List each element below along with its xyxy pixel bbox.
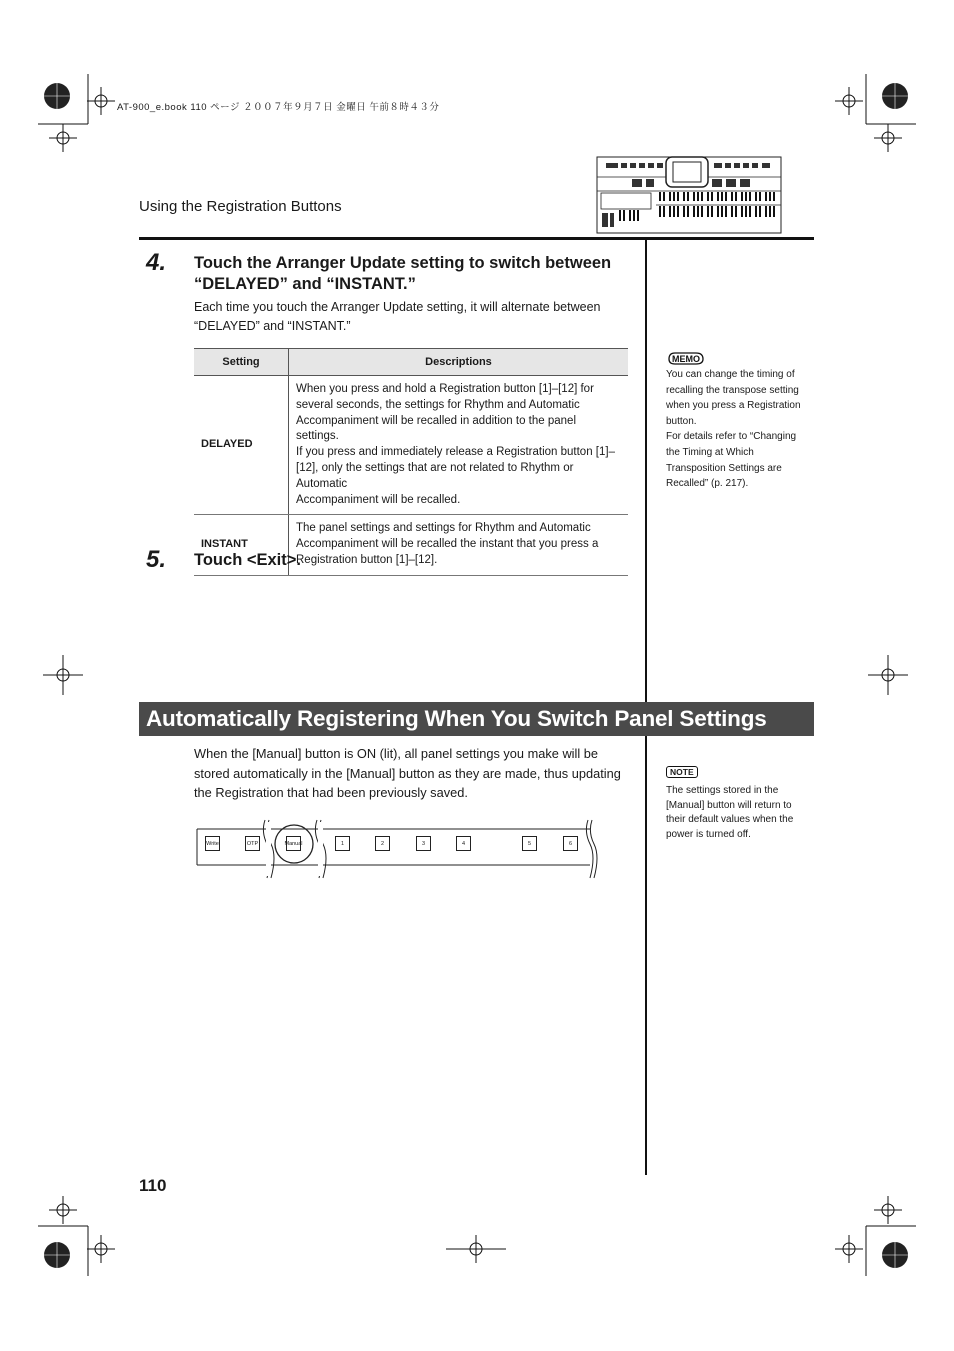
table-cell-setting: INSTANT [194, 515, 289, 575]
note-badge: NOTE [666, 766, 698, 778]
memo-line: the Timing at Which [666, 446, 754, 458]
table-header-setting: Setting [194, 349, 289, 376]
step-title-line: “DELAYED” and “INSTANT.” [194, 275, 416, 293]
registration-button-1[interactable]: 1 [335, 836, 350, 851]
desc-line: If you press and immediately release a Registration button [1]– [296, 446, 615, 459]
memo-line: You can change the timing of [666, 369, 795, 380]
table-row [194, 376, 628, 515]
instrument-illustration [596, 155, 784, 235]
header-rule [139, 237, 814, 240]
step-title: Touch <Exit>. [194, 551, 301, 569]
desc-line: Accompaniment will be recalled. [296, 493, 461, 506]
step-title-line: Touch the Arranger Update setting to switch between [194, 254, 612, 272]
settings-table [194, 348, 628, 576]
header-title: Using the Registration Buttons [139, 198, 342, 215]
memo-line: Recalled” (p. 217). [666, 478, 749, 490]
note-line: their default values when the [666, 814, 794, 825]
page-number: 110 [139, 1176, 167, 1195]
note-line: power is turned off. [666, 828, 751, 840]
section-body [194, 744, 621, 803]
desc-line: several seconds, the settings for Rhythm and Automatic [296, 398, 580, 411]
step-body [194, 298, 600, 335]
desc-line: Accompaniment will be recalled the instant that you press a [296, 538, 599, 551]
body-line: When the [Manual] button is ON (lit), all panel settings you make will be [194, 746, 599, 761]
memo-line: For details refer to “Changing [666, 431, 797, 443]
table-cell-description [289, 376, 629, 515]
step-number: 5. [146, 546, 167, 573]
desc-line: Registration button [1]–[12]. [296, 553, 438, 566]
note-line: The settings stored in the [666, 785, 779, 796]
manual-button[interactable]: Manual [286, 836, 301, 851]
memo-box [666, 350, 811, 492]
registration-button-6[interactable]: 6 [563, 836, 578, 851]
desc-line: The panel settings and settings for Rhythm and Automatic [296, 522, 591, 535]
body-line: the Registration that had been previously saved. [194, 785, 468, 800]
registration-button-3[interactable]: 3 [416, 836, 431, 851]
write-button[interactable]: Write [205, 836, 220, 851]
section-heading: Automatically Registering When You Switch Panel Settings [139, 702, 814, 736]
memo-icon [666, 350, 706, 366]
step-title [194, 253, 611, 295]
table-header-descriptions: Descriptions [289, 349, 629, 376]
desc-line: [12], only the settings that are not related to Rhythm or Automatic [296, 461, 574, 490]
registration-panel-illustration [195, 818, 600, 880]
body-line: Each time you touch the Arranger Update setting, it will alternate between [194, 300, 601, 314]
desc-line: When you press and hold a Registration button [1]–[12] for [296, 383, 594, 395]
note-box [666, 762, 811, 842]
table-cell-setting: DELAYED [194, 376, 289, 515]
registration-button-2[interactable]: 2 [375, 836, 390, 851]
print-mark: AT-900_e.book 110 ページ ２００７年９月７日 金曜日 午前８時４３分 [117, 102, 440, 113]
body-line: “DELAYED” and “INSTANT.” [194, 318, 351, 333]
registration-button-5[interactable]: 5 [522, 836, 537, 851]
memo-line: when you press a Registration [666, 400, 801, 412]
memo-line: recalling the transpose setting [666, 384, 799, 396]
registration-button-4[interactable]: 4 [456, 836, 471, 851]
memo-line: button. [666, 415, 697, 427]
step-number: 4. [146, 249, 167, 276]
desc-line: Accompaniment will be recalled in addition to the panel settings. [296, 414, 576, 443]
svg-text:MEMO: MEMO [672, 354, 700, 364]
one-touch-button[interactable]: OTP [245, 836, 260, 851]
note-line: [Manual] button will return to [666, 799, 792, 811]
body-line: stored automatically in the [Manual] button as they are made, thus updating [194, 765, 621, 781]
table-cell-description [289, 515, 629, 575]
memo-line: Transposition Settings are [666, 462, 782, 474]
